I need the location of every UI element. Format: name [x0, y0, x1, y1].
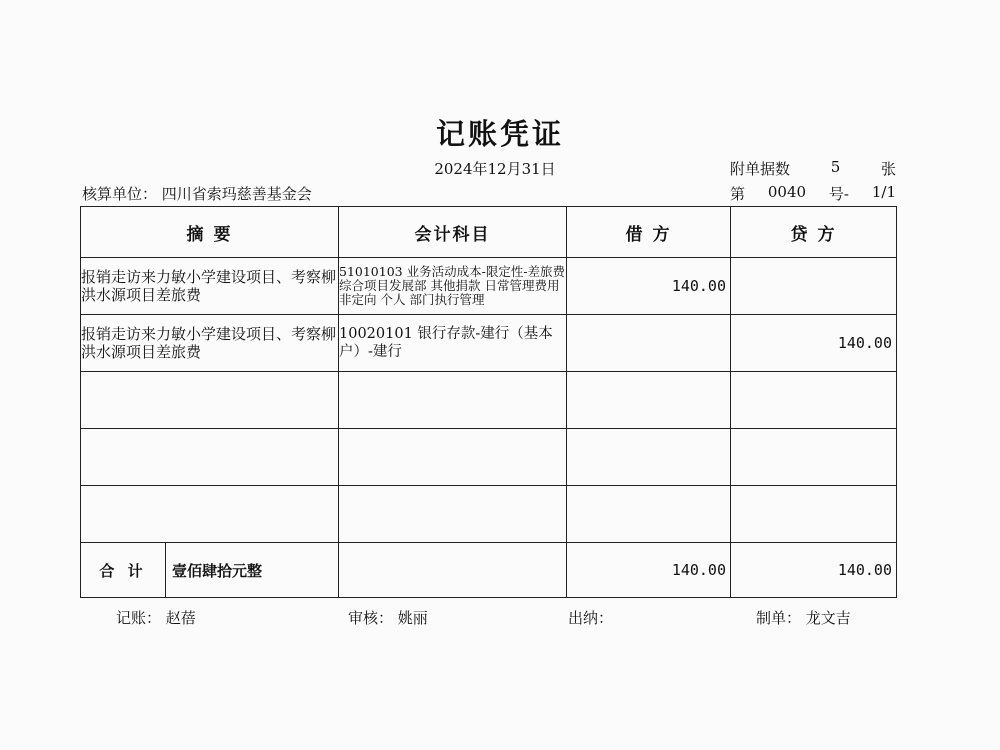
totals-credit: 140.00: [731, 543, 897, 598]
column-credit: 贷 方: [731, 207, 897, 258]
table-row: [81, 258, 897, 315]
preparer: 制单： 龙文吉: [756, 609, 851, 627]
voucher-number-prefix: 第: [730, 185, 746, 203]
attachment-unit: 张: [880, 160, 896, 178]
cashier: 出纳：: [568, 609, 614, 627]
reviewer: 审核： 姚丽: [348, 609, 428, 627]
empty-row: [81, 429, 897, 486]
totals-spacer: [339, 543, 567, 598]
column-debit: 借 方: [567, 207, 731, 258]
attachment-count: [730, 158, 896, 179]
row-summary: 报销走访来力敏小学建设项目、考察柳洪水源项目差旅费: [81, 258, 339, 315]
totals-debit: 140.00: [567, 543, 731, 598]
accounting-unit: 核算单位： 四川省索玛慈善基金会: [82, 185, 312, 203]
row-credit: [731, 258, 897, 315]
totals-amount-in-words: 壹佰肆拾元整: [172, 561, 263, 580]
row-summary: 报销走访来力敏小学建设项目、考察柳洪水源项目差旅费: [81, 315, 339, 372]
voucher-page: 1/1: [871, 183, 896, 201]
totals-cell: [81, 543, 339, 598]
voucher-table: [80, 206, 897, 598]
totals-label: 合 计: [81, 543, 166, 597]
row-credit: 140.00: [731, 315, 897, 372]
empty-row: [81, 486, 897, 543]
voucher-number-value: 0040: [767, 183, 807, 201]
column-account: 会计科目: [339, 207, 567, 258]
row-debit: 140.00: [567, 258, 731, 315]
totals-row: [81, 543, 897, 598]
table-row: [81, 315, 897, 372]
attachment-number: 5: [830, 158, 841, 176]
row-account: 51010103 业务活动成本-限定性-差旅费 综合项目发展部 其他捐款 日常管理费用 非定向 个人 部门执行管理: [339, 258, 567, 315]
column-summary: 摘 要: [81, 207, 339, 258]
attachment-label: 附单据数: [730, 160, 791, 178]
voucher-number-suffix: 号-: [828, 185, 849, 203]
voucher-date: 2024年12月31日: [434, 160, 556, 178]
row-account: 10020101 银行存款-建行（基本户）-建行: [339, 315, 567, 372]
empty-row: [81, 372, 897, 429]
voucher-number: [730, 183, 896, 204]
voucher-title: 记账凭证: [435, 117, 564, 151]
bookkeeper: 记账： 赵蓓: [116, 609, 196, 627]
row-debit: [567, 315, 731, 372]
table-header-row: [81, 207, 897, 258]
